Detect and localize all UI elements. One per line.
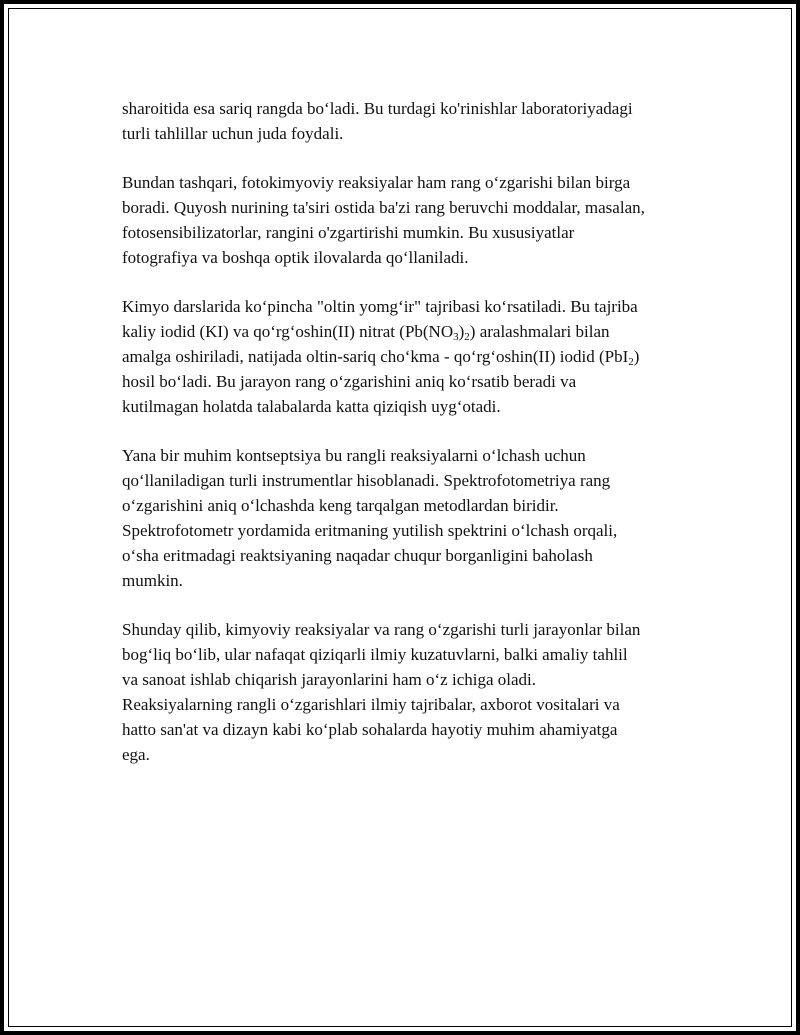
paragraph-4 <box>122 443 692 593</box>
subscript: 3 <box>453 331 459 343</box>
text-line: Yana bir muhim kontseptsiya bu rangli reaksiyalarni o‘lchash uchun <box>122 446 586 465</box>
text-line: turli tahlillar uchun juda foydali. <box>122 124 344 143</box>
text-line: fotografiya va boshqa optik ilovalarda qo‘llaniladi. <box>122 248 469 267</box>
paragraph-5 <box>122 617 692 767</box>
text-segment: amalga oshiriladi, natijada oltin-sariq cho‘kma - qo‘rg‘oshin(II) iodid (PbI <box>122 347 629 366</box>
paragraph-3 <box>122 294 692 419</box>
text-line: hatto san'at va dizayn kabi ko‘plab sohalarda hayotiy muhim ahamiyatga <box>122 720 618 739</box>
text-line: qo‘llaniladigan turli instrumentlar hisoblanadi. Spektrofotometriya rang <box>122 471 611 490</box>
subscript: 2 <box>464 331 470 343</box>
subscript: 2 <box>628 356 634 368</box>
text-line: Reaksiyalarning rangli o‘zgarishlari ilmiy tajribalar, axborot vositalari va <box>122 695 620 714</box>
text-segment: ) <box>458 322 465 341</box>
text-line: o‘zgarishini aniq o‘lchashda keng tarqalgan metodlardan biridir. <box>122 496 559 515</box>
text-line: Shunday qilib, kimyoviy reaksiyalar va rang o‘zgarishi turli jarayonlar bilan <box>122 620 641 639</box>
text-line: kutilmagan holatda talabalarda katta qiziqish uyg‘otadi. <box>122 397 501 416</box>
text-line: boradi. Quyosh nurining ta'siri ostida ba'zi rang beruvchi moddalar, masalan, <box>122 198 645 217</box>
text-line: sharoitida esa sariq rangda bo‘ladi. Bu turdagi ko'rinishlar laboratoriyadagi <box>122 99 633 118</box>
document-body <box>122 96 692 791</box>
text-line: hosil bo‘ladi. Bu jarayon rang o‘zgarishini aniq ko‘rsatib beradi va <box>122 372 577 391</box>
paragraph-2 <box>122 170 692 270</box>
text-segment: kaliy iodid (KI) va qo‘rg‘oshin(II) nitrat (Pb(NO <box>122 322 454 341</box>
text-line: va sanoat ishlab chiqarish jarayonlarini ham o‘z ichiga oladi. <box>122 670 537 689</box>
text-line: Kimyo darslarida ko‘pincha "oltin yomg‘ir" tajribasi ko‘rsatiladi. Bu tajriba <box>122 297 638 316</box>
text-line-formula <box>122 344 692 369</box>
text-line: ega. <box>122 745 150 764</box>
text-line: Spektrofotometr yordamida eritmaning yutilish spektrini o‘lchash orqali, <box>122 521 618 540</box>
text-line: mumkin. <box>122 571 183 590</box>
paragraph-1 <box>122 96 692 146</box>
text-line-formula <box>122 319 692 344</box>
text-line: bog‘liq bo‘lib, ular nafaqat qiziqarli ilmiy kuzatuvlarni, balki amaliy tahlil <box>122 645 628 664</box>
text-line: fotosensibilizatorlar, rangini o'zgartirishi mumkin. Bu xususiyatlar <box>122 223 575 242</box>
text-line: Bundan tashqari, fotokimyoviy reaksiyalar ham rang o‘zgarishi bilan birga <box>122 173 631 192</box>
text-segment: ) aralashmalari bilan <box>469 322 610 341</box>
text-segment: ) <box>633 347 640 366</box>
text-line: o‘sha eritmadagi reaktsiyaning naqadar chuqur borganligini baholash <box>122 546 593 565</box>
